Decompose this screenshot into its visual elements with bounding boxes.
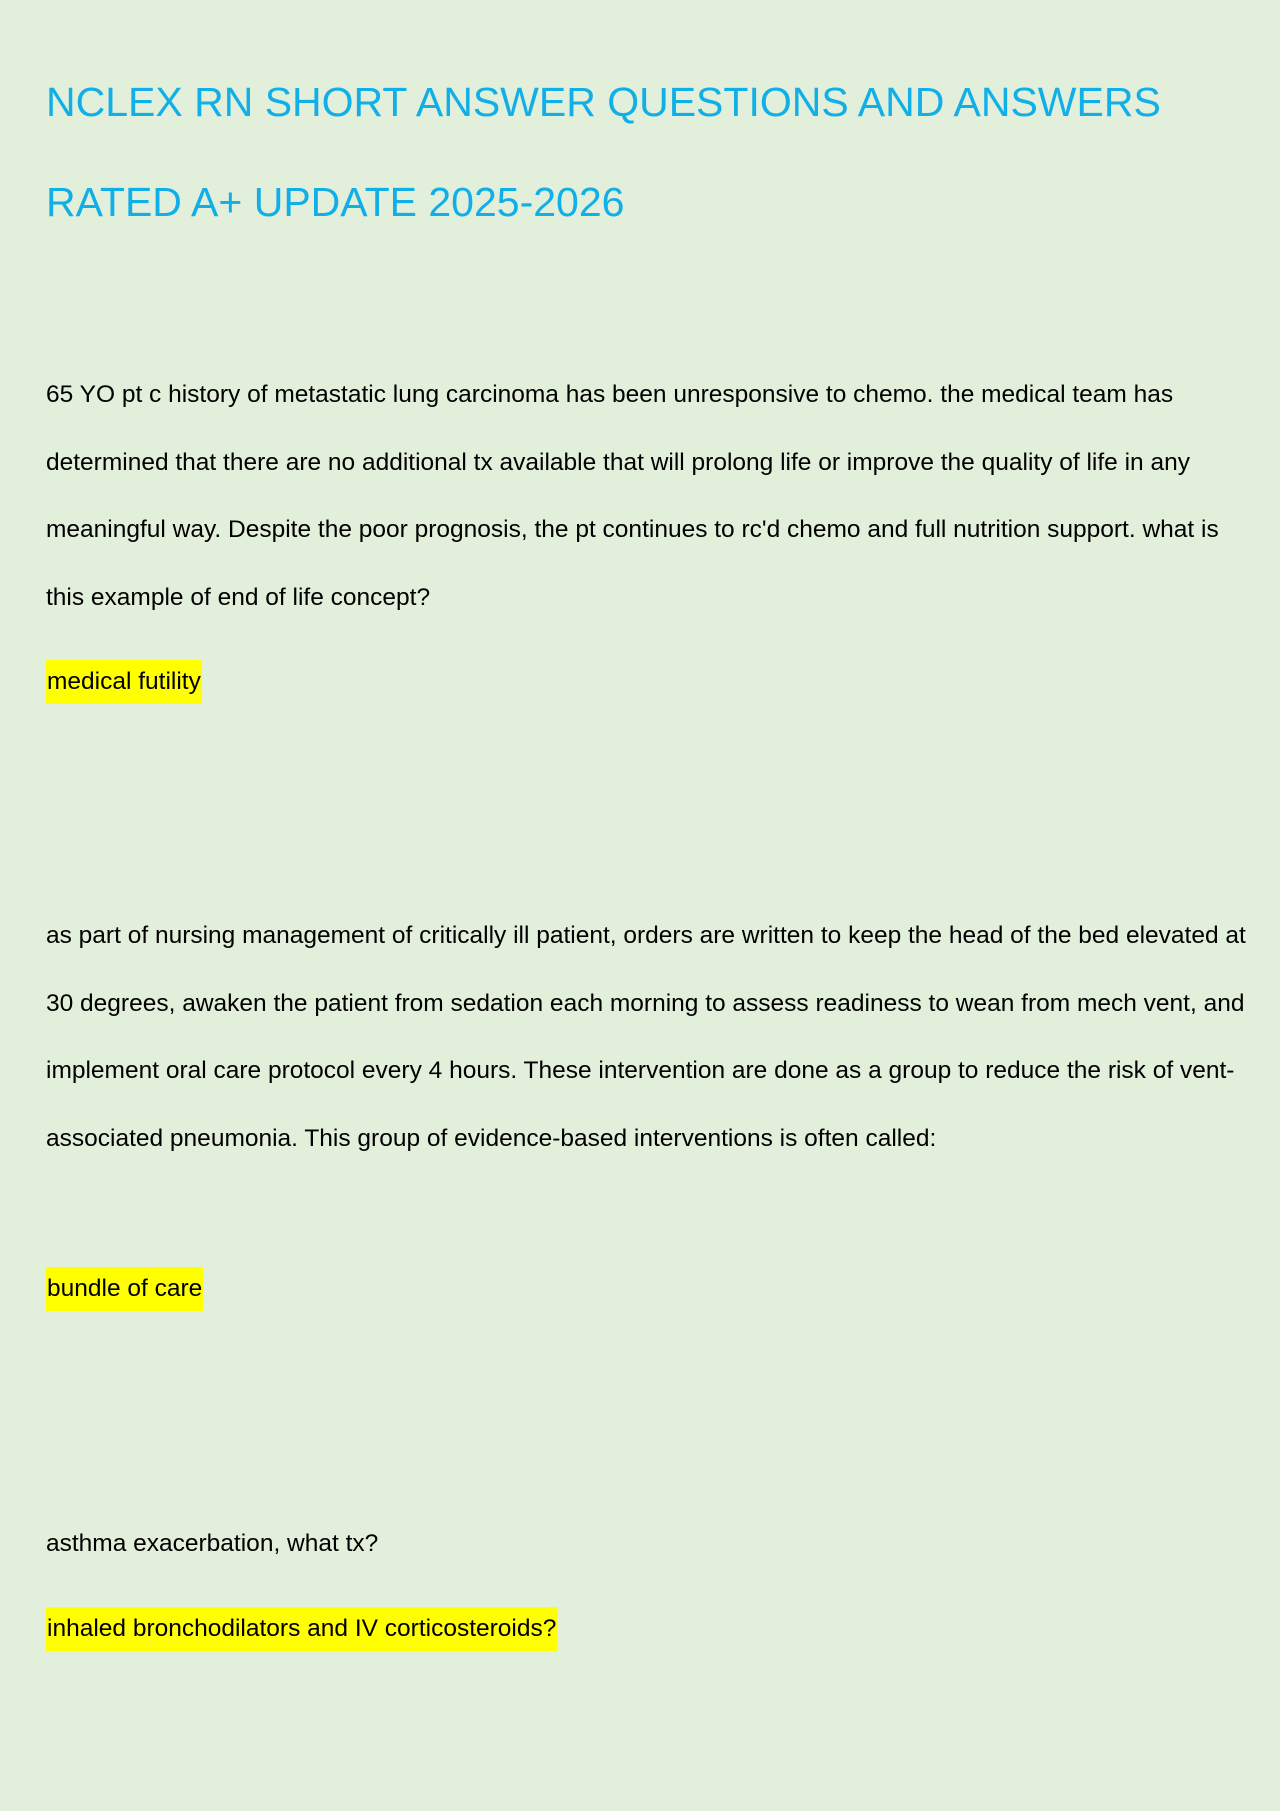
question-1-text: 65 YO pt c history of metastatic lung carcinoma has been unresponsive to chemo. the medical team has determined that there are no additional tx available that will prolong life or improve the quality of life in any meaningful way. Despite the poor prognosis, the pt continues to rc'd chemo and full nutrition support. what is this example of end of life concept? (46, 381, 1219, 611)
document-title-line-1: NCLEX RN SHORT ANSWER QUESTIONS AND ANSWERS (46, 79, 1161, 125)
answer-2-highlight: bundle of care (46, 1267, 203, 1311)
question-2-text: as part of nursing management of critically ill patient, orders are written to keep the head of the bed elevated at 30 degrees, awaken the patient from sedation each morning to assess readiness to wean from mech vent, and implement oral care protocol every 4 hours. These intervention are done as a group to reduce the risk of vent-associated pneumonia. This group of evidence-based interventions is often called: (46, 922, 1246, 1152)
question-3-text: asthma exacerbation, what tx? (46, 1530, 379, 1557)
document-title-line-2: RATED A+ UPDATE 2025-2026 (46, 179, 625, 225)
answer-3-highlight: inhaled bronchodilators and IV corticosteroids? (46, 1607, 557, 1651)
answer-1-highlight: medical futility (46, 660, 202, 704)
